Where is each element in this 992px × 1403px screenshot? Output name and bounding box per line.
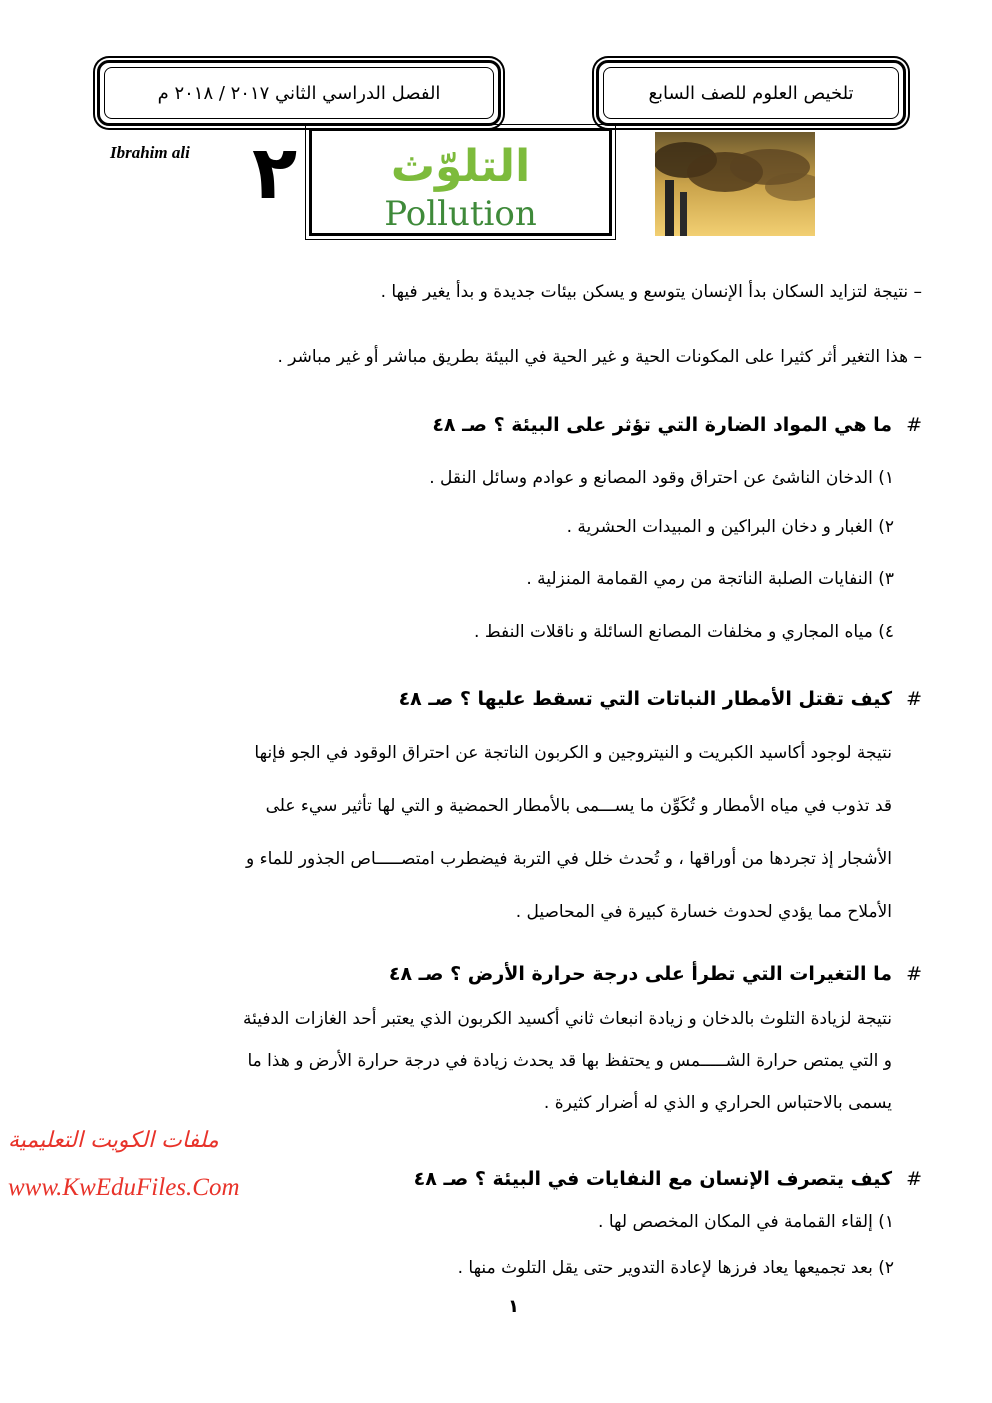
hash-mark: #: [906, 688, 922, 710]
waste-item-2: ٢) بعد تجميعها يعاد فرزها لإعادة التدوير حتى يقل التلوث منها .: [457, 1258, 894, 1278]
question-harmful: [432, 414, 922, 436]
watermark-url: www.KwEduFiles.Com: [8, 1174, 240, 1201]
logo-english: Pollution: [384, 194, 537, 234]
answer-line: الأملاح مما يؤدي لحدوث خسارة كبيرة في المحاصيل .: [515, 902, 892, 922]
harmful-item-1: ١) الدخان الناشئ عن احتراق وقود المصانع و عوادم وسائل النقل .: [429, 468, 894, 488]
watermark-arabic: ملفات الكويت التعليمية: [8, 1128, 219, 1153]
harmful-item-4: ٤) مياه المجاري و مخلفات المصانع السائلة و ناقلات النفط .: [474, 622, 894, 642]
question-acid-rain: [399, 688, 922, 710]
intro-line-1: – نتيجة لتزايد السكان بدأ الإنسان يتوسع و يسكن بيئات جديدة و بدأ يغير فيها .: [380, 282, 922, 302]
page-number: ١: [508, 1296, 519, 1317]
logo-arabic: التلوّث: [390, 141, 531, 192]
harmful-item-3: ٣) النفايات الصلبة الناتجة من رمي القمامة المنزلية .: [526, 569, 894, 589]
term-title-box: [97, 60, 501, 126]
hash-mark: #: [906, 414, 922, 436]
author-label: Ibrahim ali: [110, 143, 190, 162]
answer-line: نتيجة لزيادة التلوث بالدخان و زيادة انبعاث ثاني أكسيد الكربون الذي يعتبر أحد الغازات الدفيئة: [242, 1009, 892, 1029]
pollution-logo: [309, 128, 612, 236]
waste-item-1: ١) إلقاء القمامة في المكان المخصص لها .: [598, 1212, 894, 1232]
answer-line: يسمى بالاحتباس الحراري و الذي له أضرار كثيرة .: [543, 1093, 892, 1113]
hash-mark: #: [906, 1168, 922, 1190]
answer-line: و التي يمتص حرارة الشـــــمس و يحتفظ بها قد يحدث زيادة في درجة حرارة الأرض و هذا ما: [247, 1051, 892, 1071]
factory-smoke-image: [655, 132, 815, 236]
harmful-item-2: ٢) الغبار و دخان البراكين و المبيدات الحشرية .: [566, 517, 894, 537]
intro-line-2: – هذا التغير أثر كثيرا على المكونات الحية و غير الحية في البيئة بطريق مباشر أو غير مباشر .: [277, 347, 922, 367]
question-waste-text: كيف يتصرف الإنسان مع النفايات في البيئة ؟ صـ ٤٨: [413, 1168, 893, 1190]
answer-line: نتيجة لوجود أكاسيد الكبريت و النيتروجين و الكربون الناتجة عن احتراق الوقود في الجو فإنها: [254, 743, 892, 763]
question-acid-rain-text: كيف تقتل الأمطار النباتات التي تسقط عليها ؟ صـ ٤٨: [398, 688, 893, 710]
answer-line: قد تذوب في مياه الأمطار و تُكَوِّن ما يســـمى بالأمطار الحمضية و التي لها تأثير سيء على: [265, 796, 892, 816]
subject-title: تلخيص العلوم للصف السابع: [648, 82, 854, 104]
hash-mark: #: [906, 963, 922, 985]
temperature-answer: [72, 998, 892, 1124]
term-title: الفصل الدراسي الثاني ٢٠١٧ / ٢٠١٨ م: [157, 82, 441, 104]
subject-title-box: [596, 60, 906, 126]
question-temperature-text: ما التغيرات التي تطرأ على درجة حرارة الأرض ؟ صـ ٤٨: [388, 963, 893, 985]
unit-number: ٢: [252, 130, 298, 216]
question-waste: [414, 1168, 922, 1190]
answer-line: الأشجار إذ تجردها من أوراقها ، و تُحدث خلل في التربة فيضطرب امتصـــــاص الجذور للماء و: [245, 849, 892, 869]
question-harmful-text: ما هي المواد الضارة التي تؤثر على البيئة ؟ صـ ٤٨: [432, 414, 893, 436]
acid-rain-answer: [72, 727, 892, 939]
question-temperature: [389, 963, 922, 985]
